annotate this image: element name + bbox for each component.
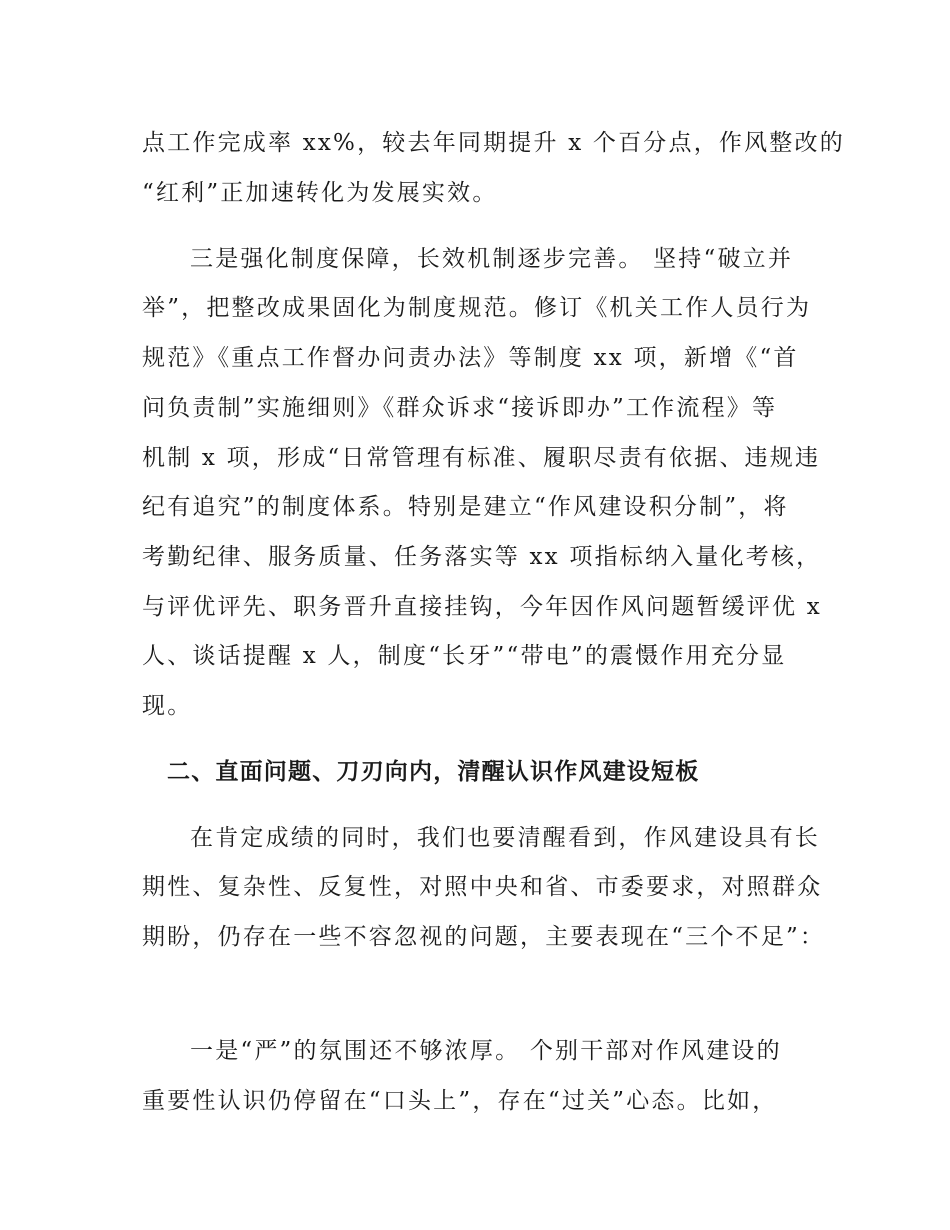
text-line: 期性、复杂性、反复性，对照中央和省、市委要求，对照群众 [142, 874, 823, 900]
paragraph-start-line: 一是“严”的氛围还不够浓厚。 个别干部对作风建设的 [190, 1038, 782, 1064]
text-line: 现。 [142, 693, 193, 719]
text-line: 纪有追究”的制度体系。特别是建立“作风建设积分制”，将 [142, 494, 789, 520]
text-line: “红利”正加速转化为发展实效。 [142, 180, 498, 206]
text-line: 机制 x 项，形成“日常管理有标准、履职尽责有依据、违规违 [142, 445, 821, 471]
text-line: 考勤纪律、服务质量、任务落实等 xx 项指标纳入量化考核， [142, 544, 822, 570]
text-line: 问负责制”实施细则》《群众诉求“接诉即办”工作流程》等 [142, 395, 778, 421]
text-line: 规范》《重点工作督办问责办法》等制度 xx 项，新增《“首 [142, 345, 799, 371]
text-line: 举”，把整改成果固化为制度规范。修订《机关工作人员行为 [142, 295, 812, 321]
paragraph-start-line: 三是强化制度保障，长效机制逐步完善。 坚持“破立并 [190, 246, 794, 272]
text-line: 重要性认识仍停留在“口头上”，存在“过关”心态。比如， [142, 1088, 778, 1114]
text-line: 点工作完成率 xx%，较去年同期提升 x 个百分点，作风整改的 [142, 130, 845, 156]
section-heading: 二、直面问题、刀刃向内，清醒认识作风建设短板 [167, 759, 700, 785]
text-line: 人、谈话提醒 x 人，制度“长牙”“带电”的震慑作用充分显 [142, 643, 787, 669]
text-line: 与评优评先、职务晋升直接挂钩，今年因作风问题暂缓评优 x [142, 594, 822, 620]
text-line: 期盼，仍存在一些不容忽视的问题，主要表现在“三个不足”： [142, 924, 826, 950]
paragraph-start-line: 在肯定成绩的同时，我们也要清醒看到，作风建设具有长 [190, 825, 820, 851]
